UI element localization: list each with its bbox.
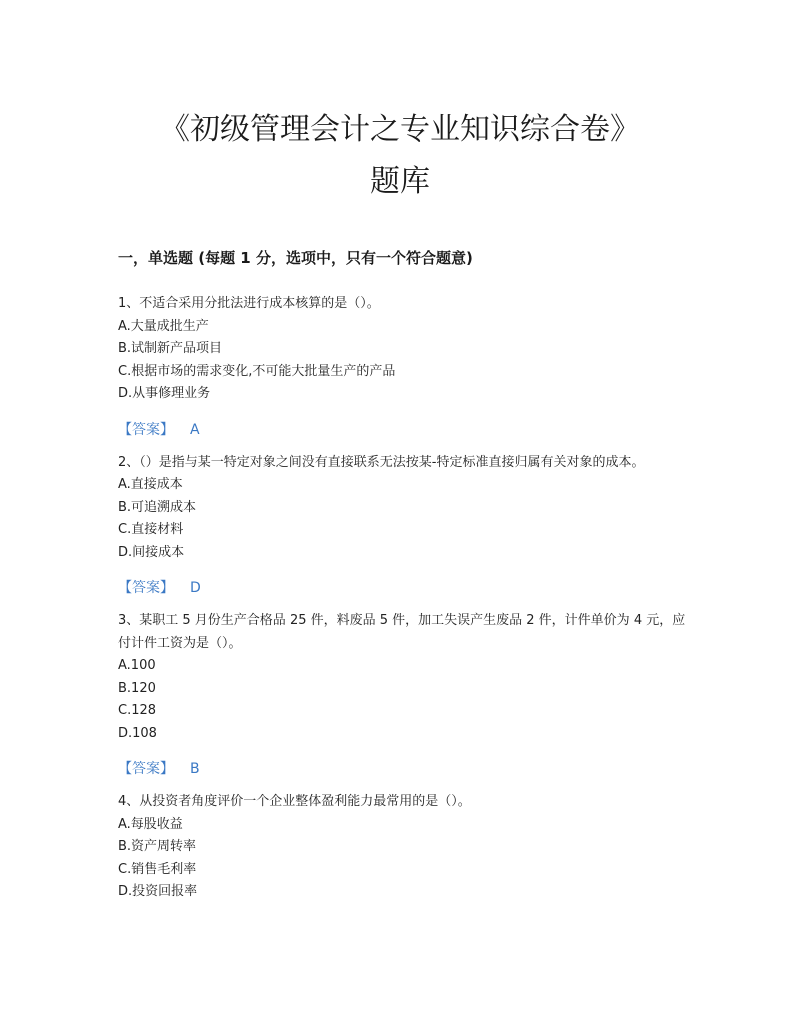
option-c: C.销售毛利率 bbox=[118, 861, 197, 877]
answer-label: 【答案】 bbox=[118, 580, 174, 596]
question-3 bbox=[118, 610, 688, 780]
option-b: B.试制新产品项目 bbox=[118, 341, 223, 356]
option-c: C.根据市场的需求变化,不可能大批量生产的产品 bbox=[118, 363, 396, 379]
option-d: D.投资回报率 bbox=[118, 884, 198, 899]
option-c: C.直接材料 bbox=[118, 522, 184, 537]
answer-line bbox=[118, 577, 688, 599]
answer-value: D bbox=[190, 580, 201, 596]
answer-label: 【答案】 bbox=[118, 421, 174, 438]
option-a: A.100 bbox=[118, 658, 156, 673]
answer-label: 【答案】 bbox=[118, 761, 174, 777]
option-a: A.直接成本 bbox=[118, 477, 183, 492]
answer-line bbox=[118, 419, 688, 441]
option-d: D.间接成本 bbox=[118, 544, 185, 560]
question-stem: 1、不适合采用分批法进行成本核算的是（）。 bbox=[118, 296, 380, 311]
option-a: A.大量成批生产 bbox=[118, 318, 209, 334]
question-4 bbox=[118, 791, 688, 904]
option-b: B.资产周转率 bbox=[118, 839, 197, 854]
question-list bbox=[118, 293, 688, 904]
question-stem: 4、从投资者角度评价一个企业整体盈利能力最常用的是（）。 bbox=[118, 794, 471, 809]
section-heading: 一，单选题 (每题 1 分，选项中，只有一个符合题意) bbox=[118, 249, 473, 267]
option-c: C.128 bbox=[118, 703, 157, 718]
option-b: B.可追溯成本 bbox=[118, 499, 197, 515]
question-1 bbox=[118, 293, 688, 441]
answer-value: A bbox=[190, 421, 200, 438]
question-stem: 3、某职工 5 月份生产合格品 25 件，料废品 5 件，加工失误产生废品 2 件，计件单价为 4 元，应付计件工资为是（）。 bbox=[118, 613, 686, 651]
option-b: B.120 bbox=[118, 680, 156, 696]
option-d: D.108 bbox=[118, 725, 157, 741]
answer-value: B bbox=[190, 761, 200, 777]
document-title-line2: 题库 bbox=[370, 164, 430, 199]
option-a: A.每股收益 bbox=[118, 816, 183, 832]
document-title-line1: 《初级管理会计之专业知识综合卷》 bbox=[160, 112, 640, 147]
option-d: D.从事修理业务 bbox=[118, 386, 211, 401]
question-2 bbox=[118, 452, 688, 600]
answer-line bbox=[118, 758, 688, 780]
question-stem: 2、（）是指与某一特定对象之间没有直接联系无法按某-特定标准直接归属有关对象的成本。 bbox=[118, 454, 645, 470]
